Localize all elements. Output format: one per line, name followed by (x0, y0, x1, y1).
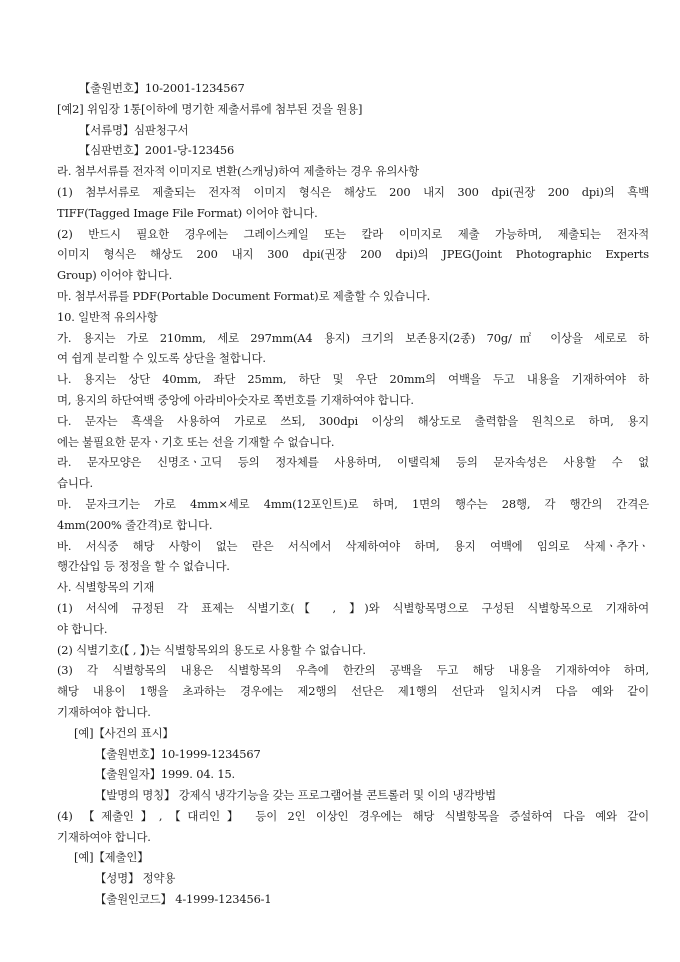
text-line: 기재하여야 합니다. (57, 829, 151, 844)
text-line: 【출원일자】1999. 04. 15. (95, 767, 236, 782)
text-line: Group) 이어야 합니다. (57, 268, 173, 283)
text-line: 마. 문자크기는 가로 4mm×세로 4mm(12포인트)로 하며, 1면의 행수는 28행, 각 행간의 간격은 (57, 496, 649, 511)
text-line: 행간삽입 등 정정을 할 수 없습니다. (57, 559, 230, 574)
text-line: [예]【사건의 표시】 (74, 725, 174, 740)
text-line: (4) 【제출인】,【대리인】 등이 2인 이상인 경우에는 해당 식별항목을 증설하여 다음 예와 같이 (57, 808, 649, 823)
text-line: 【성명】 정약용 (95, 871, 176, 886)
text-line: 에는 불필요한 문자ㆍ기호 또는 선을 기재할 수 없습니다. (57, 434, 335, 449)
text-line: 【출원인코드】 4-1999-123456-1 (95, 892, 272, 907)
text-line: 바. 서식중 해당 사항이 없는 란은 서식에서 삭제하여야 하며, 용지 여백에 임의로 삭제ㆍ추가ㆍ (57, 538, 649, 553)
text-line: 4mm(200% 줄간격)로 합니다. (57, 517, 213, 532)
text-line: 라. 문자모양은 신명조ㆍ고딕 등의 정자체를 사용하며, 이탤릭체 등의 문자속성은 사용할 수 없 (57, 455, 649, 470)
text-line: (1) 서식에 규정된 각 표제는 식별기호(【 , 】)와 식별항목명으로 구성된 식별항목으로 기재하여 (57, 600, 649, 615)
text-line: 【출원번호】10-2001-1234567 (79, 81, 245, 95)
text-line: 【서류명】심판청구서 (79, 122, 189, 137)
text-line: 습니다. (57, 476, 94, 491)
text-line: 해당 내용이 1행을 초과하는 경우에는 제2행의 선단은 제1행의 선단과 일치시켜 다음 예와 같이 (57, 684, 649, 699)
text-line: TIFF(Tagged Image File Format) 이어야 합니다. (57, 205, 318, 220)
text-line: 이미지 형식은 해상도 200 내지 300 dpi(권장 200 dpi)의 JPEG(Joint Photographic Experts (57, 247, 649, 262)
text-line: (2) 식별기호(【 , 】)는 식별항목외의 용도로 사용할 수 없습니다. (57, 642, 366, 657)
text-line: 다. 문자는 흑색을 사용하여 가로로 쓰되, 300dpi 이상의 해상도로 출력함을 원칙으로 하며, 용지 (57, 413, 649, 428)
text-line: 라. 첨부서류를 전자적 이미지로 변환(스캐닝)하여 제출하는 경우 유의사항 (57, 164, 419, 179)
text-line: 나. 용지는 상단 40mm, 좌단 25mm, 하단 및 우단 20mm의 여백을 두고 내용을 기재하여야 하 (57, 372, 649, 387)
text-line: 가. 용지는 가로 210mm, 세로 297mm(A4 용지) 크기의 보존용지(2종) 70g/㎡ 이상을 세로로 하 (57, 330, 649, 345)
text-line: 【심판번호】2001-당-123456 (79, 143, 235, 158)
text-line: (1) 첨부서류로 제출되는 전자적 이미지 형식은 해상도 200 내지 300 dpi(권장 200 dpi)의 흑백 (57, 184, 649, 199)
text-line: 사. 식별항목의 기재 (57, 580, 155, 595)
text-line: [예2] 위임장 1통[이하에 명기한 제출서류에 첨부된 것을 원용] (57, 101, 363, 116)
text-line: 마. 첨부서류를 PDF(Portable Document Format)로 제출할 수 있습니다. (57, 288, 431, 303)
text-line: 10. 일반적 유의사항 (57, 309, 158, 324)
text-line: (3) 각 식별항목의 내용은 식별항목의 우측에 한칸의 공백을 두고 해당 내용을 기재하여야 하며, (57, 663, 649, 678)
text-line: 야 합니다. (57, 621, 108, 636)
text-line: 여 쉽게 분리할 수 있도록 상단을 철합니다. (57, 351, 266, 366)
text-line: 기재하여야 합니다. (57, 704, 151, 719)
text-line: 며, 용지의 하단여백 중앙에 아라비아숫자로 쪽번호를 기재하여야 합니다. (57, 392, 414, 407)
text-line: 【출원번호】10-1999-1234567 (95, 746, 261, 761)
text-line: (2) 반드시 필요한 경우에는 그레이스케일 또는 칼라 이미지로 제출 가능하며, 제출되는 전자적 (57, 226, 649, 241)
text-line: [예]【제출인】 (74, 850, 149, 865)
text-line: 【발명의 명칭】 강제식 냉각기능을 갖는 프로그램어블 콘트롤러 및 이의 냉각방법 (95, 788, 497, 803)
document-page (57, 78, 649, 910)
